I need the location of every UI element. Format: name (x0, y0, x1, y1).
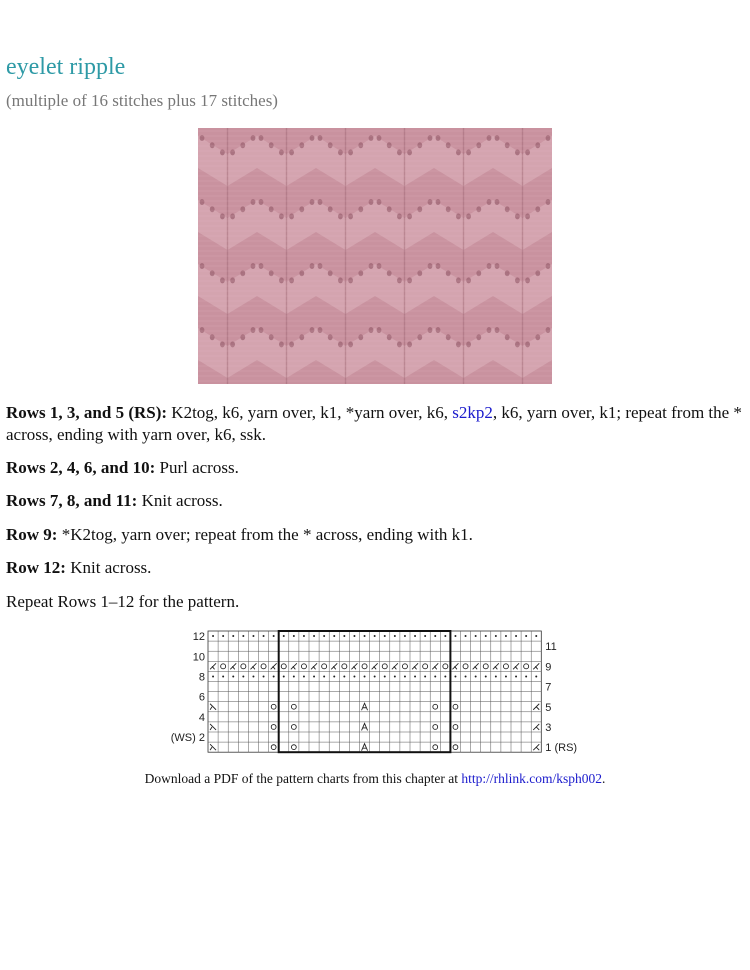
purl-dot-symbol (242, 675, 244, 677)
row-text: K2tog, k6, yarn over, k1, *yarn over, k6, (167, 403, 453, 422)
eyelet-hole (200, 327, 205, 333)
instruction-row-9 (6, 524, 744, 546)
eyelet-hole (299, 206, 304, 212)
eyelet-hole (397, 277, 402, 283)
purl-dot-symbol (323, 675, 325, 677)
eyelet-hole (358, 206, 363, 212)
eyelet-hole (348, 213, 353, 219)
purl-dot-symbol (465, 635, 467, 637)
chart-pdf-link[interactable]: http://rhlink.com/ksph002 (461, 771, 603, 786)
row-label: Row 12: (6, 558, 66, 577)
purl-dot-symbol (444, 635, 446, 637)
eyelet-hole (210, 206, 215, 212)
eyelet-hole (220, 149, 225, 155)
purl-dot-symbol (404, 635, 406, 637)
purl-dot-symbol (374, 675, 376, 677)
knit-swatch-photo (198, 128, 552, 384)
eyelet-hole (310, 327, 315, 333)
purl-dot-symbol (434, 675, 436, 677)
purl-dot-symbol (343, 675, 345, 677)
eyelet-hole (546, 199, 551, 205)
row-number-label: 10 (192, 651, 205, 664)
eyelet-hole (487, 327, 492, 333)
eyelet-hole (377, 327, 382, 333)
eyelet-hole (220, 213, 225, 219)
purl-dot-symbol (465, 675, 467, 677)
purl-dot-symbol (505, 675, 507, 677)
purl-dot-symbol (374, 635, 376, 637)
eyelet-hole (289, 213, 294, 219)
purl-dot-symbol (353, 675, 355, 677)
purl-dot-symbol (283, 635, 285, 637)
eyelet-hole (487, 199, 492, 205)
eyelet-hole (417, 206, 422, 212)
purl-dot-symbol (485, 635, 487, 637)
eyelet-hole (328, 206, 333, 212)
row-label: Rows 2, 4, 6, and 10: (6, 458, 156, 477)
eyelet-hole (279, 149, 284, 155)
instruction-rows-7-8-11 (6, 490, 744, 512)
purl-dot-symbol (424, 635, 426, 637)
purl-dot-symbol (454, 675, 456, 677)
eyelet-hole (369, 199, 374, 205)
eyelet-hole (230, 341, 235, 347)
purl-dot-symbol (515, 675, 517, 677)
purl-dot-symbol (333, 635, 335, 637)
eyelet-hole (220, 341, 225, 347)
eyelet-hole (310, 199, 315, 205)
eyelet-hole (505, 142, 510, 148)
eyelet-hole (456, 341, 461, 347)
eyelet-hole (338, 149, 343, 155)
purl-dot-symbol (505, 635, 507, 637)
row-number-label: 1 (RS) (545, 742, 578, 755)
eyelet-hole (515, 149, 520, 155)
eyelet-hole (348, 341, 353, 347)
eyelet-hole (428, 199, 433, 205)
eyelet-hole (456, 149, 461, 155)
purl-dot-symbol (414, 675, 416, 677)
eyelet-hole (428, 327, 433, 333)
eyelet-hole (456, 213, 461, 219)
eyelet-hole (546, 327, 551, 333)
eyelet-hole (525, 213, 530, 219)
instruction-rows-2-4-6-10 (6, 457, 744, 479)
eyelet-hole (407, 149, 412, 155)
eyelet-hole (210, 142, 215, 148)
eyelet-hole (387, 142, 392, 148)
purl-dot-symbol (293, 635, 295, 637)
purl-dot-symbol (263, 675, 265, 677)
eyelet-hole (476, 206, 481, 212)
eyelet-hole (397, 341, 402, 347)
eyelet-hole (200, 199, 205, 205)
purl-dot-symbol (394, 675, 396, 677)
eyelet-hole (348, 149, 353, 155)
eyelet-hole (387, 334, 392, 340)
eyelet-hole (289, 341, 294, 347)
purl-dot-symbol (535, 675, 537, 677)
eyelet-hole (230, 277, 235, 283)
eyelet-hole (417, 142, 422, 148)
eyelet-hole (407, 213, 412, 219)
purl-dot-symbol (333, 675, 335, 677)
purl-dot-symbol (454, 635, 456, 637)
eyelet-hole (251, 199, 256, 205)
eyelet-hole (535, 142, 540, 148)
purl-dot-symbol (364, 635, 366, 637)
eyelet-hole (369, 327, 374, 333)
eyelet-hole (446, 206, 451, 212)
eyelet-hole (328, 334, 333, 340)
eyelet-hole (446, 142, 451, 148)
purl-dot-symbol (212, 635, 214, 637)
eyelet-hole (299, 334, 304, 340)
eyelet-hole (505, 206, 510, 212)
eyelet-hole (269, 206, 274, 212)
eyelet-hole (240, 334, 245, 340)
eyelet-hole (289, 277, 294, 283)
purl-dot-symbol (353, 635, 355, 637)
purl-dot-symbol (222, 675, 224, 677)
purl-dot-symbol (424, 675, 426, 677)
eyelet-hole (338, 213, 343, 219)
eyelet-hole (466, 213, 471, 219)
footer-period: . (602, 771, 606, 786)
pattern-subtitle: (multiple of 16 stitches plus 17 stitches) (6, 91, 278, 110)
eyelet-hole (348, 277, 353, 283)
eyelet-hole (515, 277, 520, 283)
purl-dot-symbol (434, 635, 436, 637)
eyelet-hole (279, 277, 284, 283)
eyelet-hole (466, 341, 471, 347)
eyelet-hole (535, 206, 540, 212)
purl-dot-symbol (303, 635, 305, 637)
instruction-rows-1-3-5 (6, 402, 744, 446)
row-text: Knit across. (137, 491, 223, 510)
row-text: Knit across. (65, 558, 152, 577)
repeat-instruction: Repeat Rows 1–12 for the pattern. (6, 592, 240, 611)
eyelet-hole (476, 334, 481, 340)
purl-dot-symbol (495, 675, 497, 677)
purl-dot-symbol (273, 635, 275, 637)
eyelet-hole (515, 341, 520, 347)
stitch-chart (160, 626, 600, 760)
eyelet-hole (318, 199, 323, 205)
eyelet-hole (495, 327, 500, 333)
purl-dot-symbol (444, 675, 446, 677)
purl-dot-symbol (252, 635, 254, 637)
eyelet-hole (495, 199, 500, 205)
row-number-label: (WS) 2 (170, 732, 205, 745)
eyelet-hole (505, 334, 510, 340)
purl-dot-symbol (293, 675, 295, 677)
eyelet-hole (279, 341, 284, 347)
row-number-label: 9 (545, 661, 552, 674)
row-number-label: 8 (198, 671, 205, 684)
row-label: Rows 1, 3, and 5 (RS): (6, 403, 168, 422)
eyelet-hole (446, 334, 451, 340)
purl-dot-symbol (273, 675, 275, 677)
eyelet-hole (515, 213, 520, 219)
eyelet-hole (436, 327, 441, 333)
eyelet-hole (525, 277, 530, 283)
row-number-label: 11 (545, 641, 557, 654)
instruction-row-12 (6, 557, 744, 579)
eyelet-hole (279, 213, 284, 219)
purl-dot-symbol (384, 635, 386, 637)
eyelet-hole (299, 142, 304, 148)
eyelet-hole (466, 277, 471, 283)
purl-dot-symbol (495, 635, 497, 637)
eyelet-hole (240, 206, 245, 212)
purl-dot-symbol (475, 635, 477, 637)
row-label: Row 9: (6, 525, 58, 544)
purl-dot-symbol (525, 635, 527, 637)
row-number-label: 5 (545, 701, 552, 714)
purl-dot-symbol (212, 675, 214, 677)
purl-dot-symbol (515, 635, 517, 637)
eyelet-hole (358, 334, 363, 340)
eyelet-hole (251, 327, 256, 333)
eyelet-hole (269, 142, 274, 148)
purl-dot-symbol (384, 675, 386, 677)
eyelet-hole (210, 334, 215, 340)
purl-dot-symbol (232, 635, 234, 637)
eyelet-hole (436, 199, 441, 205)
row-number-label: 3 (545, 721, 552, 734)
eyelet-hole (328, 142, 333, 148)
purl-dot-symbol (313, 635, 315, 637)
eyelet-hole (535, 334, 540, 340)
purl-dot-symbol (323, 635, 325, 637)
purl-dot-symbol (263, 635, 265, 637)
eyelet-hole (338, 341, 343, 347)
purl-dot-symbol (394, 635, 396, 637)
eyelet-hole (525, 341, 530, 347)
eyelet-hole (476, 142, 481, 148)
purl-dot-symbol (303, 675, 305, 677)
eyelet-hole (269, 334, 274, 340)
purl-dot-symbol (364, 675, 366, 677)
eyelet-hole (230, 149, 235, 155)
row-number-label: 12 (192, 631, 205, 644)
purl-dot-symbol (222, 635, 224, 637)
purl-dot-symbol (283, 675, 285, 677)
eyelet-hole (407, 341, 412, 347)
eyelet-hole (397, 149, 402, 155)
eyelet-hole (318, 327, 323, 333)
eyelet-hole (525, 149, 530, 155)
purl-dot-symbol (313, 675, 315, 677)
purl-dot-symbol (404, 675, 406, 677)
row-text: Purl across. (155, 458, 239, 477)
s2kp2-link[interactable]: s2kp2 (452, 403, 493, 422)
eyelet-hole (240, 142, 245, 148)
purl-dot-symbol (475, 675, 477, 677)
eyelet-hole (417, 334, 422, 340)
eyelet-hole (338, 277, 343, 283)
row-label: Rows 7, 8, and 11: (6, 491, 138, 510)
purl-dot-symbol (414, 635, 416, 637)
purl-dot-symbol (525, 675, 527, 677)
eyelet-hole (466, 149, 471, 155)
row-number-label: 6 (198, 691, 205, 704)
eyelet-hole (220, 277, 225, 283)
row-text: , k6, yarn over, k1; repeat from the * across, ending with yarn over, k6, ssk. (6, 403, 742, 444)
pattern-title: eyelet ripple (6, 54, 126, 80)
eyelet-hole (387, 206, 392, 212)
eyelet-hole (456, 277, 461, 283)
row-number-label: 7 (545, 681, 552, 694)
eyelet-hole (230, 213, 235, 219)
purl-dot-symbol (242, 635, 244, 637)
purl-dot-symbol (343, 635, 345, 637)
purl-dot-symbol (535, 635, 537, 637)
purl-dot-symbol (232, 675, 234, 677)
eyelet-hole (377, 199, 382, 205)
row-number-label: 4 (198, 711, 205, 724)
eyelet-hole (259, 199, 264, 205)
row-text: *K2tog, yarn over; repeat from the * across, ending with k1. (57, 525, 473, 544)
eyelet-hole (259, 327, 264, 333)
eyelet-hole (397, 213, 402, 219)
eyelet-hole (358, 142, 363, 148)
eyelet-hole (289, 149, 294, 155)
purl-dot-symbol (485, 675, 487, 677)
eyelet-hole (407, 277, 412, 283)
purl-dot-symbol (252, 675, 254, 677)
footer-text: Download a PDF of the pattern charts from this chapter at (144, 771, 462, 786)
footer-download-note (0, 771, 750, 787)
